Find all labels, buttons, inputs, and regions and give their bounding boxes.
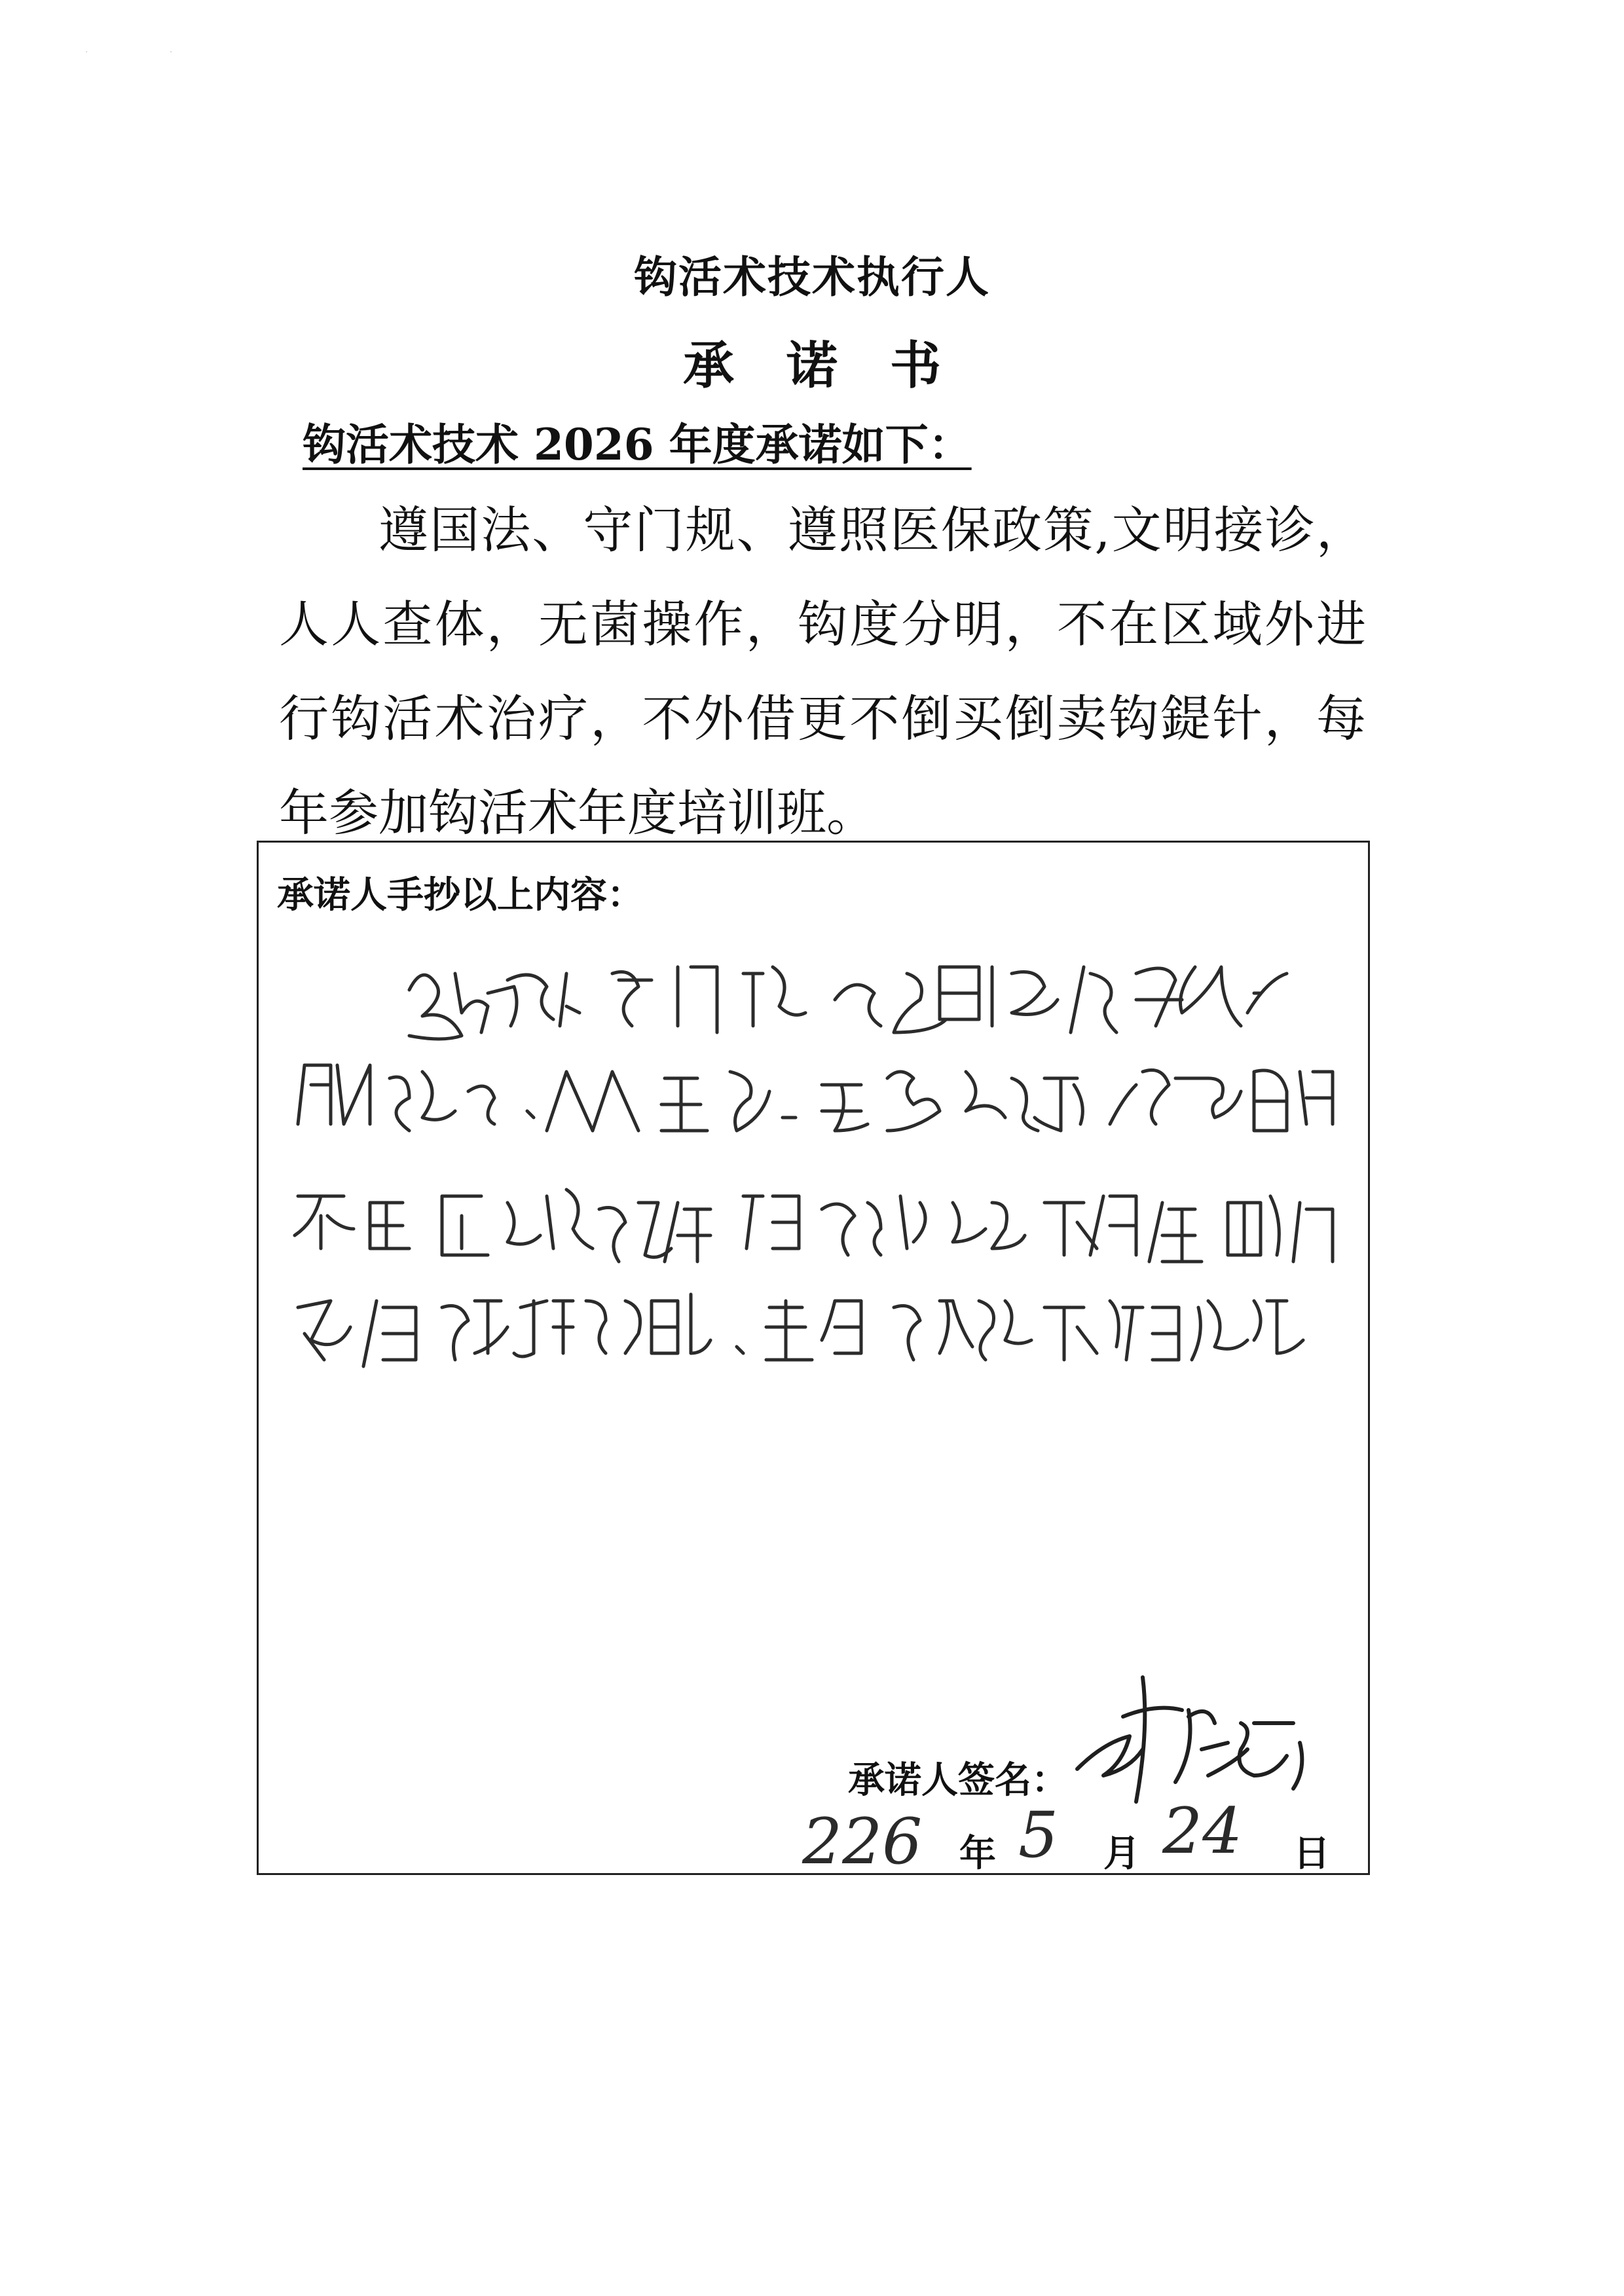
signature-label: 承诺人签名： bbox=[848, 1759, 1068, 1802]
date-day-unit: 日 bbox=[1293, 1832, 1330, 1875]
handwriting-line-3 bbox=[295, 1190, 1333, 1262]
pledge-text: 遵国法、守门规、遵照医保政策,文明接诊，人人查体，无菌操作，钩度分明，不在区域外进行钩活术治疗，不外借更不倒买倒卖钩鍉针，每年参加钩活术年度培训班。 bbox=[279, 501, 1366, 842]
document-title: 钩活术技术执行人 bbox=[634, 251, 990, 302]
date-month-value: 5 bbox=[1018, 1798, 1059, 1872]
document-heading: 承诺书 bbox=[682, 336, 993, 395]
document-subtitle: 钩活术技术 2026 年度承诺如下： bbox=[303, 419, 972, 470]
date-day-value: 24 bbox=[1162, 1795, 1243, 1868]
signature-scribble bbox=[1064, 1651, 1339, 1808]
date-row bbox=[796, 1795, 1359, 1884]
date-year-unit: 年 bbox=[959, 1832, 996, 1875]
scan-artifact: · · bbox=[85, 47, 212, 58]
date-year-value: 226 bbox=[802, 1805, 923, 1878]
handwriting-line-2 bbox=[298, 1065, 1333, 1131]
handwriting-line-1 bbox=[409, 967, 1287, 1039]
handwriting-line-4 bbox=[298, 1294, 1303, 1366]
handwritten-copy-box bbox=[257, 841, 1370, 1878]
copy-label: 承诺人手抄以上内容： bbox=[277, 874, 644, 917]
handwritten-copy-scribble bbox=[259, 928, 1372, 1465]
date-month-unit: 月 bbox=[1103, 1832, 1140, 1875]
